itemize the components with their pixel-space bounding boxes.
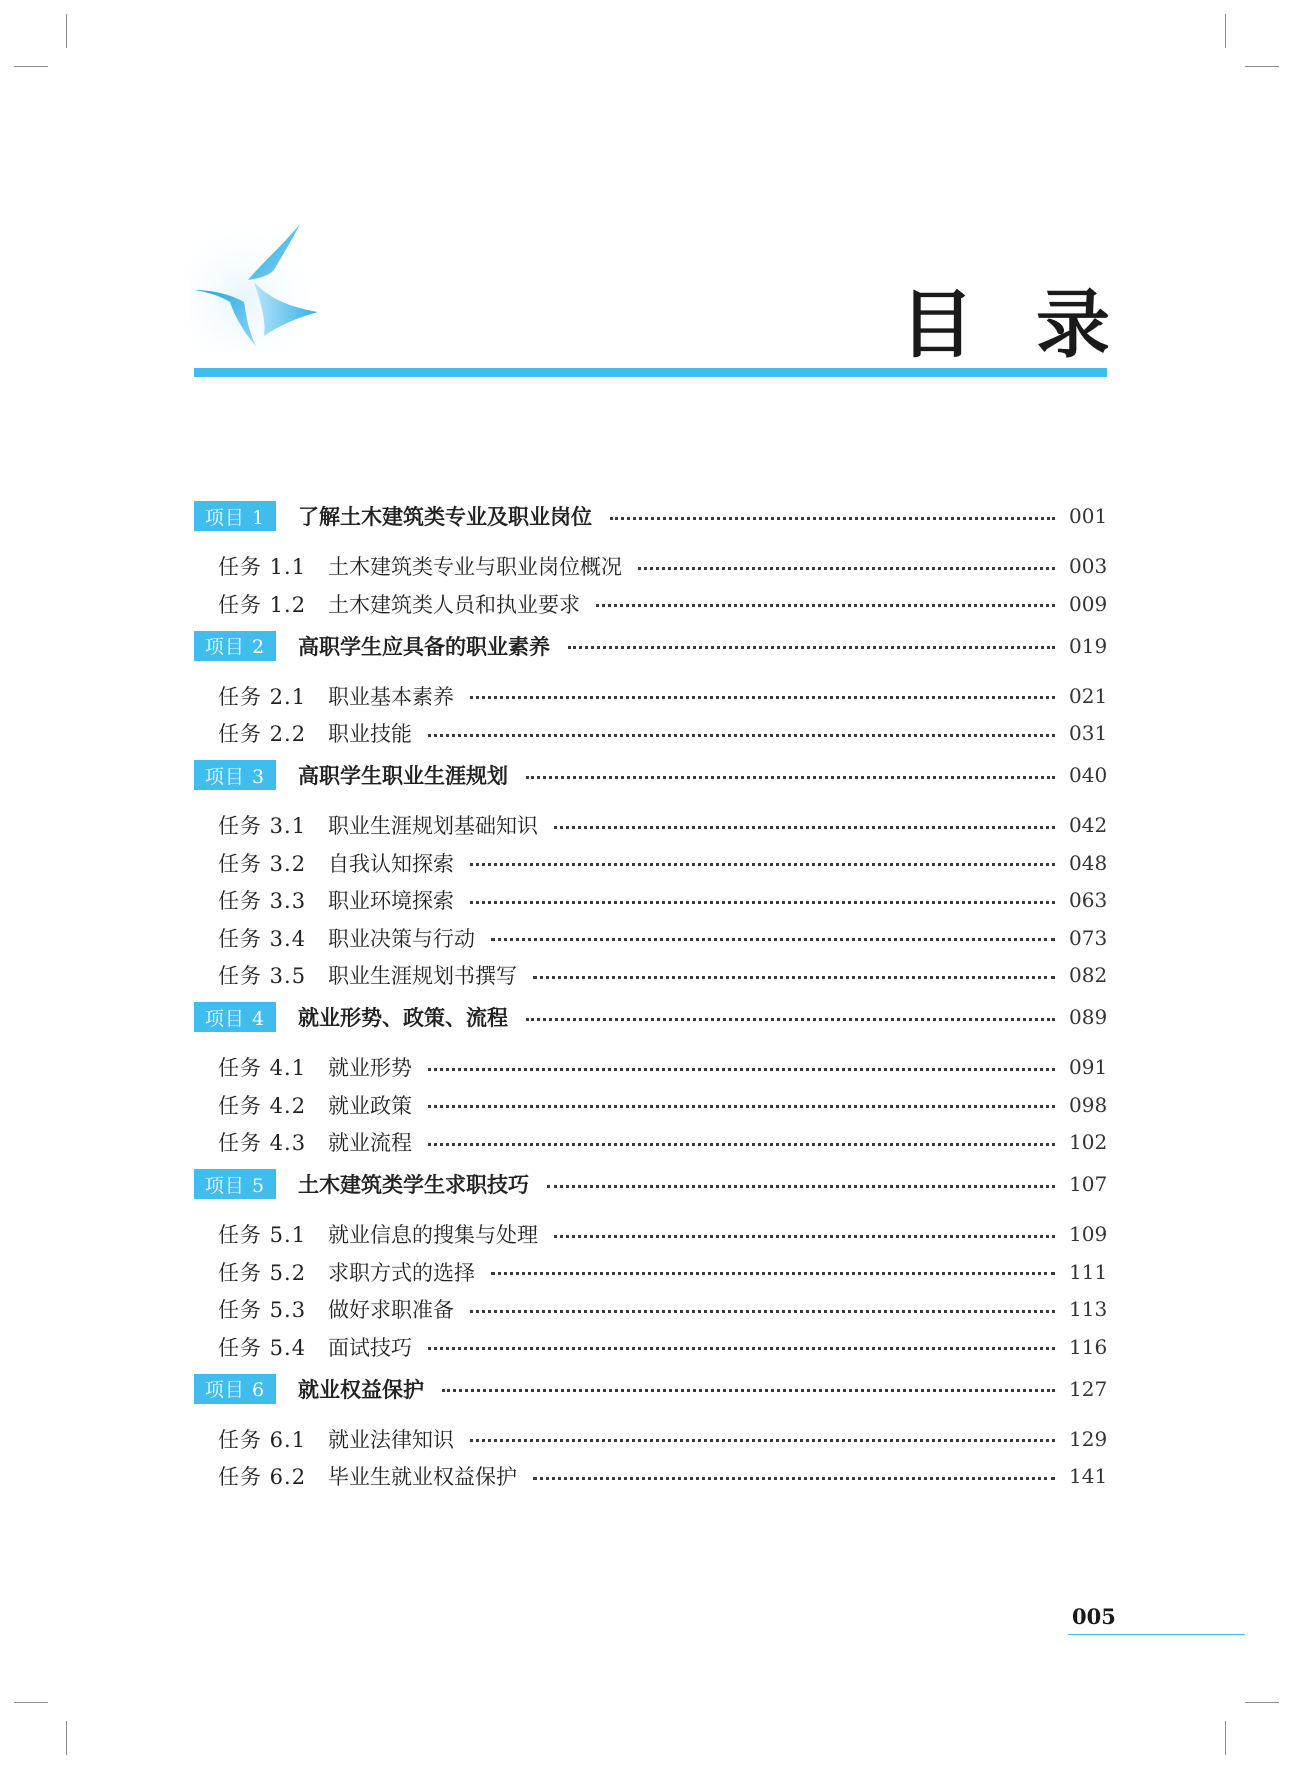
toc-task-row[interactable] — [194, 1126, 1107, 1158]
dot-leader — [554, 1235, 1055, 1238]
toc-task-row[interactable] — [194, 1293, 1107, 1325]
task-label: 任务 3.5 — [218, 964, 307, 988]
chapter-page-number: 089 — [1069, 1005, 1108, 1029]
crop-mark — [14, 66, 48, 67]
task-page-number: 031 — [1069, 721, 1108, 745]
task-title: 土木建筑类人员和执业要求 — [328, 592, 580, 617]
task-label: 任务 6.1 — [218, 1427, 307, 1452]
dot-leader — [428, 1347, 1055, 1350]
task-label: 任务 6.2 — [218, 1465, 307, 1489]
dot-leader — [491, 938, 1055, 941]
page-folio: 005 — [1072, 1604, 1116, 1629]
chapter-badge: 项目 4 — [194, 1002, 276, 1032]
dot-leader — [526, 776, 1055, 779]
folio-rule — [1068, 1634, 1245, 1635]
task-title: 职业生涯规划基础知识 — [328, 814, 538, 838]
task-page-number: 063 — [1069, 888, 1108, 912]
crop-mark — [66, 1721, 67, 1755]
task-page-number: 109 — [1069, 1222, 1108, 1246]
task-title: 土木建筑类专业与职业岗位概况 — [328, 555, 622, 579]
task-page-number: 042 — [1069, 813, 1108, 837]
toc-task-row[interactable] — [194, 1423, 1107, 1455]
task-title: 毕业生就业权益保护 — [328, 1465, 517, 1489]
dot-leader — [428, 1143, 1055, 1146]
chapter-badge: 项目 3 — [194, 760, 276, 790]
toc-task-row[interactable] — [194, 959, 1107, 991]
task-label: 任务 3.2 — [218, 851, 307, 876]
star-swoosh-logo-icon — [190, 218, 325, 353]
crop-mark — [1225, 14, 1226, 48]
task-title: 求职方式的选择 — [328, 1260, 475, 1285]
crop-mark — [1245, 66, 1279, 67]
chapter-badge: 项目 1 — [194, 501, 276, 531]
task-label: 任务 4.2 — [218, 1093, 307, 1118]
task-list — [194, 1051, 1107, 1158]
task-label: 任务 5.2 — [218, 1260, 307, 1285]
toc-task-row[interactable] — [194, 1218, 1107, 1250]
toc-task-row[interactable] — [194, 884, 1107, 916]
dot-leader — [470, 696, 1055, 699]
dot-leader — [596, 604, 1055, 607]
toc-task-row[interactable] — [194, 550, 1107, 582]
task-title: 就业政策 — [328, 1093, 412, 1118]
dot-leader — [491, 1272, 1055, 1275]
page-title — [900, 280, 1110, 370]
chapter-badge: 项目 6 — [194, 1374, 276, 1404]
toc-chapter-row[interactable] — [194, 1001, 1107, 1033]
chapter-badge: 项目 2 — [194, 631, 276, 661]
task-label: 任务 5.4 — [218, 1335, 307, 1360]
chapter-title: 土木建筑类学生求职技巧 — [298, 1173, 529, 1197]
toc-task-row[interactable] — [194, 1460, 1107, 1492]
dot-leader — [470, 901, 1055, 904]
task-title: 职业环境探索 — [328, 889, 454, 913]
task-title: 就业法律知识 — [328, 1427, 454, 1452]
task-title: 就业形势 — [328, 1056, 412, 1080]
chapter-title: 高职学生应具备的职业素养 — [298, 634, 550, 659]
dot-leader — [526, 1018, 1055, 1021]
task-page-number: 113 — [1069, 1297, 1108, 1321]
chapter-title: 就业形势、政策、流程 — [298, 1006, 508, 1030]
task-page-number: 073 — [1069, 925, 1108, 950]
toc-task-row[interactable] — [194, 717, 1107, 749]
dot-leader — [428, 734, 1055, 737]
toc-chapter-row[interactable] — [194, 630, 1107, 662]
task-list — [194, 550, 1107, 620]
title-char: 目 — [900, 282, 974, 368]
task-page-number: 141 — [1069, 1464, 1108, 1488]
crop-mark — [1225, 1721, 1226, 1755]
toc-chapter-row[interactable] — [194, 500, 1107, 532]
dot-leader — [428, 1105, 1055, 1108]
task-title: 职业生涯规划书撰写 — [328, 964, 517, 988]
task-page-number: 021 — [1069, 683, 1108, 708]
toc-task-row[interactable] — [194, 1089, 1107, 1121]
task-page-number: 009 — [1069, 591, 1108, 616]
task-label: 任务 1.1 — [218, 555, 307, 579]
dot-leader — [442, 1389, 1055, 1392]
toc-task-row[interactable] — [194, 680, 1107, 712]
task-title: 面试技巧 — [328, 1335, 412, 1360]
chapter-page-number: 040 — [1069, 763, 1108, 787]
task-title: 职业基本素养 — [328, 684, 454, 709]
task-title: 职业决策与行动 — [328, 926, 475, 951]
toc-chapter-row[interactable] — [194, 1168, 1107, 1200]
toc-task-row[interactable] — [194, 588, 1107, 620]
chapter-page-number: 019 — [1069, 633, 1108, 658]
task-page-number: 091 — [1069, 1055, 1108, 1079]
toc-task-row[interactable] — [194, 1256, 1107, 1288]
dot-leader — [638, 567, 1055, 570]
crop-mark — [1245, 1702, 1279, 1703]
task-label: 任务 3.3 — [218, 889, 307, 913]
task-title: 自我认知探索 — [328, 851, 454, 876]
crop-mark — [66, 14, 67, 48]
dot-leader — [533, 976, 1055, 979]
task-label: 任务 5.1 — [218, 1223, 307, 1247]
toc-task-row[interactable] — [194, 1331, 1107, 1363]
dot-leader — [470, 863, 1055, 866]
task-label: 任务 2.1 — [218, 684, 307, 709]
task-label: 任务 3.4 — [218, 926, 307, 951]
task-label: 任务 2.2 — [218, 722, 307, 746]
chapter-title: 了解土木建筑类专业及职业岗位 — [298, 505, 592, 529]
task-page-number: 111 — [1069, 1259, 1108, 1284]
dot-leader — [554, 826, 1055, 829]
chapter-page-number: 001 — [1069, 504, 1108, 528]
task-title: 就业信息的搜集与处理 — [328, 1223, 538, 1247]
chapter-page-number: 127 — [1069, 1376, 1108, 1401]
task-page-number: 116 — [1069, 1334, 1108, 1359]
dot-leader — [470, 1310, 1055, 1313]
chapter-title: 高职学生职业生涯规划 — [298, 764, 508, 788]
chapter-page-number: 107 — [1069, 1172, 1108, 1196]
toc-chapter-row[interactable] — [194, 1373, 1107, 1405]
task-page-number: 098 — [1069, 1092, 1108, 1117]
title-char: 录 — [1036, 282, 1110, 368]
dot-leader — [547, 1185, 1055, 1188]
dot-leader — [568, 646, 1055, 649]
task-label: 任务 3.1 — [218, 814, 307, 838]
toc-task-row[interactable] — [194, 847, 1107, 879]
chapter-title: 就业权益保护 — [298, 1377, 424, 1402]
task-page-number: 048 — [1069, 850, 1108, 875]
task-list — [194, 680, 1107, 750]
dot-leader — [533, 1477, 1055, 1480]
task-label: 任务 5.3 — [218, 1298, 307, 1322]
task-label: 任务 4.3 — [218, 1131, 307, 1155]
task-title: 就业流程 — [328, 1131, 412, 1155]
task-page-number: 102 — [1069, 1130, 1108, 1154]
toc-chapter-row[interactable] — [194, 759, 1107, 791]
task-title: 职业技能 — [328, 722, 412, 746]
table-of-contents — [194, 500, 1107, 1498]
task-title: 做好求职准备 — [328, 1298, 454, 1322]
task-list — [194, 809, 1107, 991]
task-list — [194, 1218, 1107, 1363]
chapter-badge: 项目 5 — [194, 1169, 276, 1199]
toc-task-row[interactable] — [194, 809, 1107, 841]
dot-leader — [610, 517, 1055, 520]
dot-leader — [470, 1439, 1055, 1442]
dot-leader — [428, 1068, 1055, 1071]
title-rule — [194, 368, 1107, 377]
crop-mark — [14, 1702, 48, 1703]
task-list — [194, 1423, 1107, 1493]
toc-task-row[interactable] — [194, 922, 1107, 954]
task-page-number: 129 — [1069, 1426, 1108, 1451]
task-page-number: 082 — [1069, 963, 1108, 987]
task-label: 任务 4.1 — [218, 1056, 307, 1080]
toc-task-row[interactable] — [194, 1051, 1107, 1083]
task-page-number: 003 — [1069, 554, 1108, 578]
task-label: 任务 1.2 — [218, 592, 307, 617]
